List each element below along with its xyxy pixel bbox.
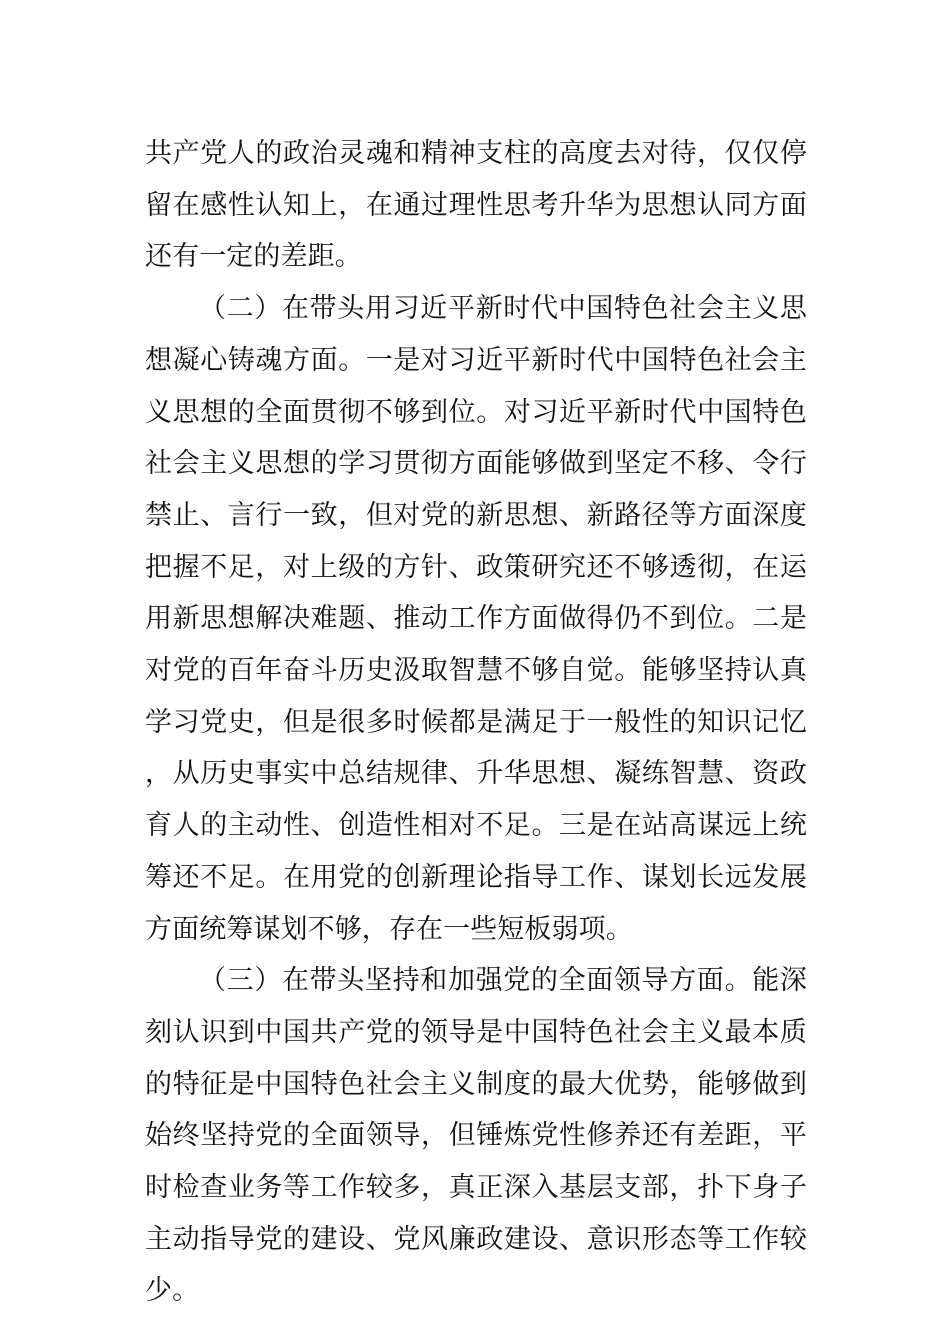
- paragraph-section-three: （三）在带头坚持和加强党的全面领导方面。能深刻认识到中国共产党的领导是中国特色社会主义最本质的特征是中国特色社会主义制度的最大优势，能够做到始终坚持党的全面领导，但锤炼党性修养还有差距，平时检查业务等工作较多，真正深入基层支部，扑下身子主动指导党的建设、党风廉政建设、意识形态等工作较少。: [145, 965, 807, 1307]
- paragraph-section-two: （二）在带头用习近平新时代中国特色社会主义思想凝心铸魂方面。一是对习近平新时代中国特色社会主义思想的全面贯彻不够到位。对习近平新时代中国特色社会主义思想的学习贯彻方面能够做到坚定不移、令行禁止、言行一致，但对党的新思想、新路径等方面深度把握不足，对上级的方针、政策研究还不够透彻，在运用新思想解决难题、推动工作方面做得仍不到位。二是对党的百年奋斗历史汲取智慧不够自觉。能够坚持认真学习党史，但是很多时候都是满足于一般性的知识记忆，从历史事实中总结规律、升华思想、凝练智慧、资政育人的主动性、创造性相对不足。三是在站高谋远上统筹还不足。在用党的创新理论指导工作、谋划长远发展方面统筹谋划不够，存在一些短板弱项。: [145, 293, 807, 945]
- document-body: [145, 128, 807, 1317]
- paragraph-continuation: 共产党人的政治灵魂和精神支柱的高度去对待，仅仅停留在感性认知上，在通过理性思考升华为思想认同方面还有一定的差距。: [145, 138, 807, 273]
